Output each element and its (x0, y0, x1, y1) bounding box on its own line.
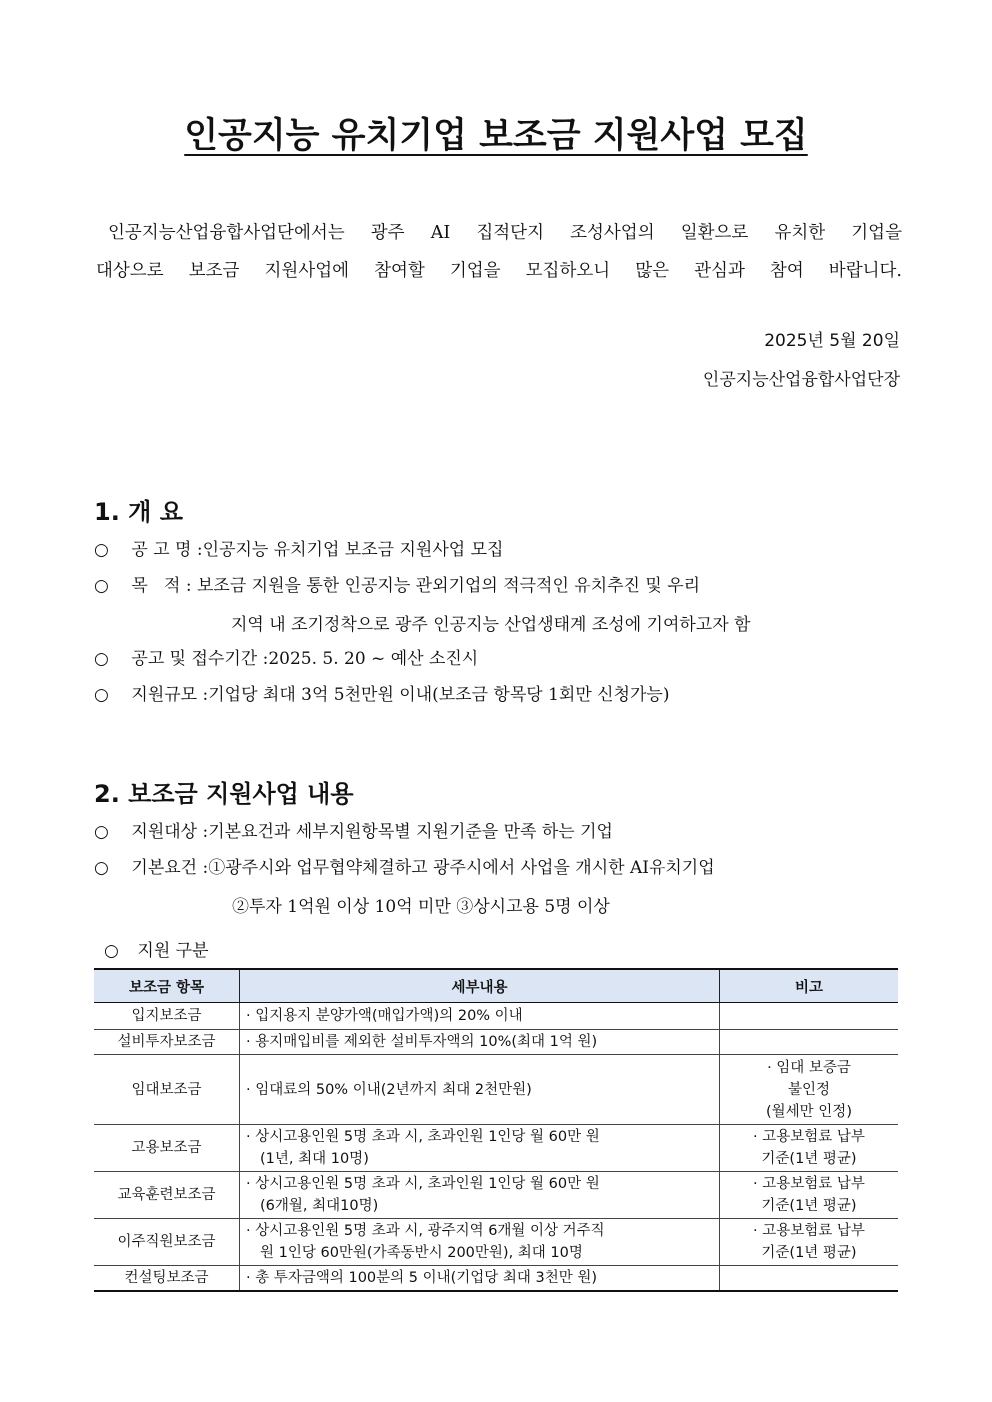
subsidy-table (94, 968, 898, 1292)
detail-line: 원 1인당 60만원(가족동반시 200만원), 최대 10명 (260, 1245, 583, 1261)
bullet-circle-icon: ○ (94, 576, 109, 596)
table-cell-note (720, 1125, 899, 1172)
detail-line: · 상시고용인원 5명 초과 시, 광주지역 6개월 이상 거주직 (246, 1223, 605, 1239)
item-label: 공 고 명 : (131, 540, 203, 560)
bullet-circle-icon: ○ (94, 649, 109, 669)
bullet-circle-icon: ○ (94, 685, 109, 705)
table-cell-detail (240, 1172, 720, 1219)
table-cell-note (720, 1219, 899, 1266)
table-header-cell: 보조금 항목 (94, 969, 240, 1003)
table-cell-detail (240, 1055, 720, 1125)
table-cell-note (720, 1055, 899, 1125)
note-line: · 고용보험료 납부 (753, 1129, 865, 1145)
section2-item-requirements-cont: ②투자 1억원 이상 10억 미만 ③상시고용 5명 이상 (232, 897, 610, 917)
section1-item-purpose-cont: 지역 내 조기정착으로 광주 인공지능 산업생태계 조성에 기여하고자 함 (231, 615, 751, 635)
table-row (94, 1030, 898, 1055)
table-cell-category: 컨설팅보조금 (94, 1266, 240, 1292)
item-label: 목 적 : (131, 576, 197, 596)
bullet-circle-icon: ○ (104, 941, 119, 961)
issuer-name: 인공지능산업융합사업단장 (702, 370, 900, 390)
table-cell-detail (240, 1030, 720, 1055)
table-cell-detail (240, 1219, 720, 1266)
table-cell-detail (240, 1003, 720, 1030)
table-cell-category: 고용보조금 (94, 1125, 240, 1172)
item-label: 공고 및 접수기간 : (131, 649, 269, 669)
detail-line: · 임대료의 50% 이내(2년까지 최대 2천만원) (246, 1081, 532, 1098)
table-cell-note (720, 1172, 899, 1219)
table-row (94, 1055, 898, 1125)
note-line: · 고용보험료 납부 (753, 1176, 865, 1192)
item-text: ①광주시와 업무협약체결하고 광주시에서 사업을 개시한 AI유치기업 (208, 858, 715, 878)
support-category-subheading (104, 936, 209, 961)
table-cell-note (720, 1266, 899, 1292)
section1-item-period (94, 647, 900, 671)
section1-item-scale (94, 683, 900, 707)
note-line: · 임대 보증금 (767, 1059, 851, 1076)
section2-item-target (94, 820, 900, 844)
item-text: 인공지능 유치기업 보조금 지원사업 모집 (202, 540, 504, 560)
table-cell-category: 임대보조금 (94, 1055, 240, 1125)
table-row (94, 1266, 898, 1292)
detail-line: · 입지용지 분양가액(매입가액)의 20% 이내 (246, 1008, 523, 1024)
intro-line-1: 인공지능산업융합사업단에서는 광주 AI 집적단지 조성사업의 일환으로 유치한 기업을 (108, 223, 902, 243)
section2-heading: 2. 보조금 지원사업 내용 (94, 780, 354, 808)
item-label: 지원규모 : (131, 685, 209, 705)
table-header-row (94, 969, 898, 1003)
note-line: (월세만 인정) (766, 1103, 852, 1120)
item-text: 기업당 최대 3억 5천만원 이내(보조금 항목당 1회만 신청가능) (208, 685, 670, 705)
table-cell-detail (240, 1266, 720, 1292)
title-text: 인공지능 유치기업 보조금 지원사업 모집 (184, 116, 808, 156)
table-row (94, 1172, 898, 1219)
note-line: 기준(1년 평균) (761, 1151, 857, 1167)
bullet-circle-icon: ○ (94, 822, 109, 842)
table-cell-category: 교육훈련보조금 (94, 1172, 240, 1219)
table-row (94, 1219, 898, 1266)
intro-line-2: 대상으로 보조금 지원사업에 참여할 기업을 모집하오니 많은 관심과 참여 바랍니다. (96, 261, 902, 281)
table-header-cell: 비고 (720, 969, 899, 1003)
subheading-text: 지원 구분 (137, 941, 209, 961)
detail-line: (6개월, 최대10명) (260, 1198, 379, 1214)
announcement-date: 2025년 5월 20일 (764, 331, 900, 351)
table-cell-category: 설비투자보조금 (94, 1030, 240, 1055)
table-row (94, 1003, 898, 1030)
table-cell-note (720, 1030, 899, 1055)
section1-heading: 1. 개 요 (94, 498, 183, 526)
intro-paragraph (96, 214, 902, 290)
item-label: 기본요건 : (131, 858, 209, 878)
section1-item-purpose (94, 574, 900, 598)
detail-line: · 총 투자금액의 100분의 5 이내(기업당 최대 3천만 원) (246, 1270, 598, 1286)
bullet-circle-icon: ○ (94, 540, 109, 560)
item-text: 2025. 5. 20 ~ 예산 소진시 (268, 649, 479, 669)
note-line: 불인정 (787, 1081, 831, 1098)
detail-line: (1년, 최대 10명) (260, 1151, 369, 1167)
detail-line: · 상시고용인원 5명 초과 시, 초과인원 1인당 월 60만 원 (246, 1129, 600, 1145)
table-cell-category: 이주직원보조금 (94, 1219, 240, 1266)
item-label: 지원대상 : (131, 822, 209, 842)
table-header-cell: 세부내용 (240, 969, 720, 1003)
section2-item-requirements (94, 856, 900, 880)
document-title (0, 108, 992, 158)
table-cell-category: 입지보조금 (94, 1003, 240, 1030)
table-cell-note (720, 1003, 899, 1030)
note-line: · 고용보험료 납부 (753, 1223, 865, 1239)
note-line: 기준(1년 평균) (761, 1245, 857, 1261)
item-text: 보조금 지원을 통한 인공지능 관외기업의 적극적인 유치추진 및 우리 (197, 576, 701, 596)
detail-line: · 용지매입비를 제외한 설비투자액의 10%(최대 1억 원) (246, 1034, 598, 1050)
section1-item-title (94, 538, 900, 562)
item-text: 기본요건과 세부지원항목별 지원기준을 만족 하는 기업 (208, 822, 613, 842)
table-row (94, 1125, 898, 1172)
detail-line: · 상시고용인원 5명 초과 시, 초과인원 1인당 월 60만 원 (246, 1176, 600, 1192)
note-line: 기준(1년 평균) (761, 1198, 857, 1214)
bullet-circle-icon: ○ (94, 858, 109, 878)
table-cell-detail (240, 1125, 720, 1172)
